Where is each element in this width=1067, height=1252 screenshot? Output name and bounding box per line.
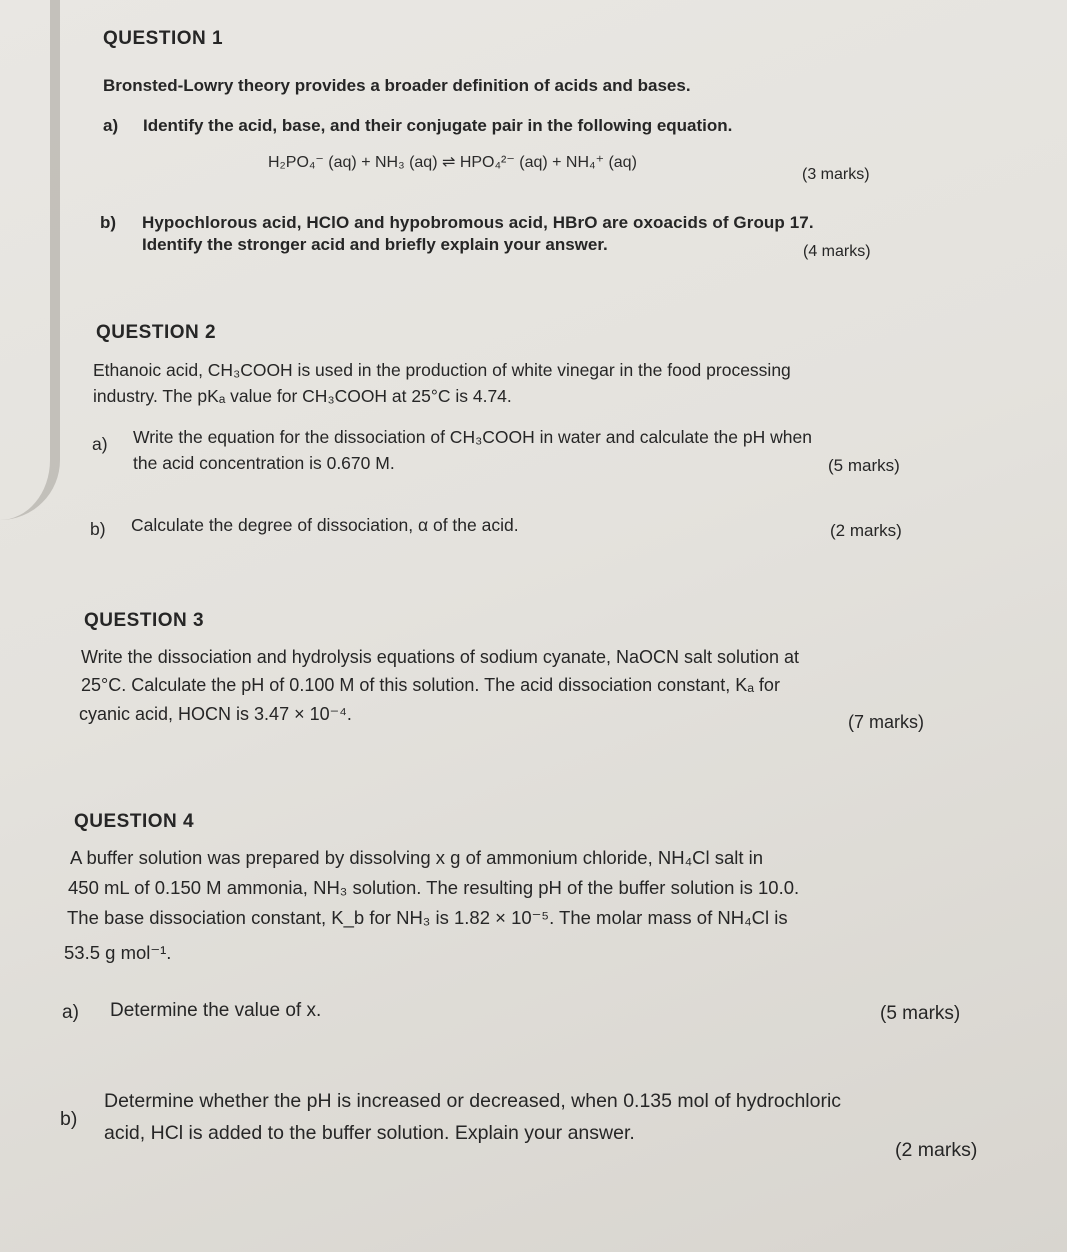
q2-heading: QUESTION 2 — [96, 322, 217, 343]
cable-shadow — [0, 0, 60, 520]
q3-heading: QUESTION 3 — [84, 610, 205, 631]
q1-heading: QUESTION 1 — [103, 28, 224, 49]
q1-b-label: b) — [100, 213, 117, 232]
q4-line3: The base dissociation constant, K_b for NH₃ is 1.82 × 10⁻⁵. The molar mass of NH₄Cl is — [67, 907, 788, 928]
q4-a-marks: (5 marks) — [880, 1003, 961, 1024]
q2-a-line1: Write the equation for the dissociation of CH₃COOH in water and calculate the pH when — [133, 427, 812, 447]
q4-b-marks: (2 marks) — [895, 1139, 978, 1161]
q4-b-line1: Determine whether the pH is increased or decreased, when 0.135 mol of hydrochloric — [104, 1090, 842, 1112]
q3-line3: cyanic acid, HOCN is 3.47 × 10⁻⁴. — [79, 704, 352, 724]
q1-a-label: a) — [103, 116, 119, 135]
q2-b-label: b) — [90, 519, 106, 539]
q3-marks: (7 marks) — [848, 712, 924, 732]
q4-a-text: Determine the value of x. — [110, 1000, 322, 1021]
q2-a-line2: the acid concentration is 0.670 M. — [133, 453, 395, 473]
q4-b-line2: acid, HCl is added to the buffer solution. Explain your answer. — [104, 1122, 635, 1144]
q2-b-text: Calculate the degree of dissociation, α of the acid. — [131, 515, 519, 535]
q4-line2: 450 mL of 0.150 M ammonia, NH₃ solution. The resulting pH of the buffer solution is 10.0. — [68, 877, 800, 898]
q1-a-marks: (3 marks) — [802, 166, 870, 183]
q1-equation: H₂PO₄⁻ (aq) + NH₃ (aq) ⇌ HPO₄²⁻ (aq) + NH₄⁺ (aq) — [268, 154, 637, 171]
q4-a-label: a) — [62, 1002, 79, 1023]
q2-a-marks: (5 marks) — [828, 456, 900, 475]
q4-b-label: b) — [60, 1108, 78, 1130]
q1-intro: Bronsted-Lowry theory provides a broader definition of acids and bases. — [103, 76, 691, 95]
q2-intro-line1: Ethanoic acid, CH₃COOH is used in the production of white vinegar in the food processing — [93, 360, 791, 380]
q3-line2: 25°C. Calculate the pH of 0.100 M of this solution. The acid dissociation constant, Kₐ for — [81, 675, 780, 695]
q2-intro-line2: industry. The pKₐ value for CH₃COOH at 25°C is 4.74. — [93, 386, 512, 406]
q1-b-line1: Hypochlorous acid, HClO and hypobromous acid, HBrO are oxoacids of Group 17. — [142, 213, 814, 232]
q4-line1: A buffer solution was prepared by dissolving x g of ammonium chloride, NH₄Cl salt in — [70, 847, 764, 868]
q1-a-text: Identify the acid, base, and their conjugate pair in the following equation. — [143, 116, 733, 135]
q4-line4: 53.5 g mol⁻¹. — [64, 942, 172, 963]
q1-b-marks: (4 marks) — [803, 243, 871, 260]
q4-heading: QUESTION 4 — [74, 811, 195, 832]
q3-line1: Write the dissociation and hydrolysis equations of sodium cyanate, NaOCN salt solution at — [81, 647, 800, 667]
q1-b-line2: Identify the stronger acid and briefly explain your answer. — [142, 235, 608, 254]
q2-a-label: a) — [92, 434, 108, 454]
q2-b-marks: (2 marks) — [830, 521, 902, 540]
